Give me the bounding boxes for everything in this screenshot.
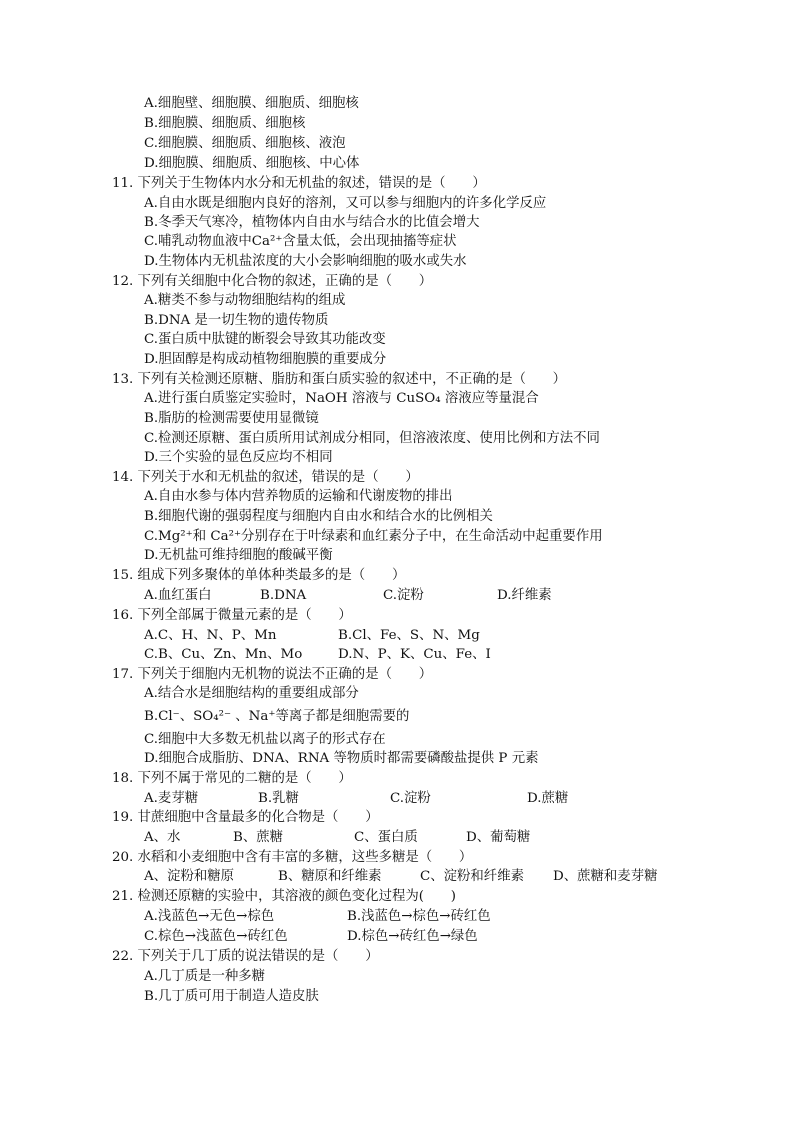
q14-stem: 14. 下列关于水和无机盐的叙述，错误的是（ ）: [112, 470, 419, 485]
q19-option-d: D、葡萄糖: [466, 830, 531, 845]
q16-option-b: B.Cl、Fe、S、N、Mg: [338, 628, 480, 643]
q18-option-c: C.淀粉: [390, 791, 431, 806]
q11-option-a: A.自由水既是细胞内良好的溶剂，又可以参与细胞内的许多化学反应: [144, 196, 547, 211]
q18-stem: 18. 下列不属于常见的二糖的是（ ）: [112, 771, 352, 786]
q17-option-a: A.结合水是细胞结构的重要组成部分: [144, 686, 359, 701]
q11-option-d: D.生物体内无机盐浓度的大小会影响细胞的吸水或失水: [144, 254, 467, 269]
q20-option-a: A、淀粉和糖原: [144, 869, 235, 884]
q14-option-c: C.Mg²⁺和 Ca²⁺分别存在于叶绿素和血红素分子中，在生命活动中起重要作用: [144, 529, 603, 544]
q15-option-c: C.淀粉: [383, 588, 424, 603]
q13-option-a: A.进行蛋白质鉴定实验时，NaOH 溶液与 CuSO₄ 溶液应等量混合: [144, 391, 539, 406]
q18-option-b: B.乳糖: [258, 791, 299, 806]
q11-option-c: C.哺乳动物血液中Ca²⁺含量太低，会出现抽搐等症状: [144, 234, 457, 249]
q21-option-c: C.棕色→浅蓝色→砖红色: [144, 929, 288, 944]
q13-option-d: D.三个实验的显色反应均不相同: [144, 450, 333, 465]
q17-option-c: C.细胞中大多数无机盐以离子的形式存在: [144, 732, 386, 747]
q14-option-b: B.细胞代谢的强弱程度与细胞内自由水和结合水的比例相关: [144, 509, 493, 524]
q18-option-a: A.麦芽糖: [144, 791, 199, 806]
q17-option-b: B.Cl⁻、SO₄²⁻ 、Na⁺等离子都是细胞需要的: [144, 709, 410, 724]
q19-option-c: C、蛋白质: [354, 830, 418, 845]
q19-stem: 19. 甘蔗细胞中含量最多的化合物是（ ）: [112, 810, 379, 825]
q21-option-a: A.浅蓝色→无色→棕色: [144, 909, 275, 924]
q10-option-c: C.细胞膜、细胞质、细胞核、液泡: [144, 136, 346, 151]
q13-option-b: B.脂肪的检测需要使用显微镜: [144, 411, 319, 426]
q12-option-b: B.DNA 是一切生物的遗传物质: [144, 313, 329, 328]
q15-stem: 15. 组成下列多聚体的单体种类最多的是（ ）: [112, 568, 406, 583]
q10-option-a: A.细胞壁、细胞膜、细胞质、细胞核: [144, 96, 359, 111]
q16-stem: 16. 下列全部属于微量元素的是（ ）: [112, 608, 352, 623]
q19-option-b: B、蔗糖: [233, 830, 284, 845]
q11-stem: 11. 下列关于生物体内水分和无机盐的叙述，错误的是（ ）: [112, 176, 486, 191]
q22-stem: 22. 下列关于几丁质的说法错误的是（ ）: [112, 949, 379, 964]
q16-option-c: C.B、Cu、Zn、Mn、Mo: [144, 647, 303, 662]
q20-stem: 20. 水稻和小麦细胞中含有丰富的多糖，这些多糖是（ ）: [112, 850, 473, 865]
q22-option-a: A.几丁质是一种多糖: [144, 969, 266, 984]
q10-option-d: D.细胞膜、细胞质、细胞核、中心体: [144, 156, 360, 171]
q13-option-c: C.检测还原糖、蛋白质所用试剂成分相同，但溶液浓度、使用比例和方法不同: [144, 431, 600, 446]
q20-option-b: B、糖原和纤维素: [278, 869, 382, 884]
q19-option-a: A、水: [144, 830, 181, 845]
q10-option-b: B.细胞膜、细胞质、细胞核: [144, 116, 306, 131]
q12-option-d: D.胆固醇是构成动植物细胞膜的重要成分: [144, 352, 387, 367]
q15-option-d: D.纤维素: [497, 588, 552, 603]
q20-option-d: D、蔗糖和麦芽糖: [553, 869, 658, 884]
q22-option-b: B.几丁质可用于制造人造皮肤: [144, 989, 319, 1004]
q12-option-a: A.糖类不参与动物细胞结构的组成: [144, 293, 346, 308]
q14-option-d: D.无机盐可维持细胞的酸碱平衡: [144, 548, 333, 563]
q21-stem: 21. 检测还原糖的实验中，其溶液的颜色变化过程为( ): [112, 889, 456, 904]
q21-option-b: B.浅蓝色→棕色→砖红色: [347, 909, 491, 924]
q16-option-a: A.C、H、N、P、Mn: [144, 628, 277, 643]
q15-option-b: B.DNA: [260, 588, 307, 603]
q14-option-a: A.自由水参与体内营养物质的运输和代谢废物的排出: [144, 489, 453, 504]
q20-option-c: C、淀粉和纤维素: [420, 869, 524, 884]
q16-option-d: D.N、P、K、Cu、Fe、I: [338, 647, 491, 662]
q11-option-b: B.冬季天气寒冷，植物体内自由水与结合水的比值会增大: [144, 215, 480, 230]
q13-stem: 13. 下列有关检测还原糖、脂肪和蛋白质实验的叙述中，不正确的是（ ）: [112, 372, 567, 387]
q21-option-d: D.棕色→砖红色→绿色: [347, 929, 478, 944]
q15-option-a: A.血红蛋白: [144, 588, 212, 603]
q18-option-d: D.蔗糖: [527, 791, 569, 806]
q12-stem: 12. 下列有关细胞中化合物的叙述，正确的是（ ）: [112, 274, 433, 289]
q12-option-c: C.蛋白质中肽键的断裂会导致其功能改变: [144, 332, 386, 347]
q17-option-d: D.细胞合成脂肪、DNA、RNA 等物质时都需要磷酸盐提供 P 元素: [144, 751, 539, 766]
q17-stem: 17. 下列关于细胞内无机物的说法不正确的是（ ）: [112, 667, 433, 682]
